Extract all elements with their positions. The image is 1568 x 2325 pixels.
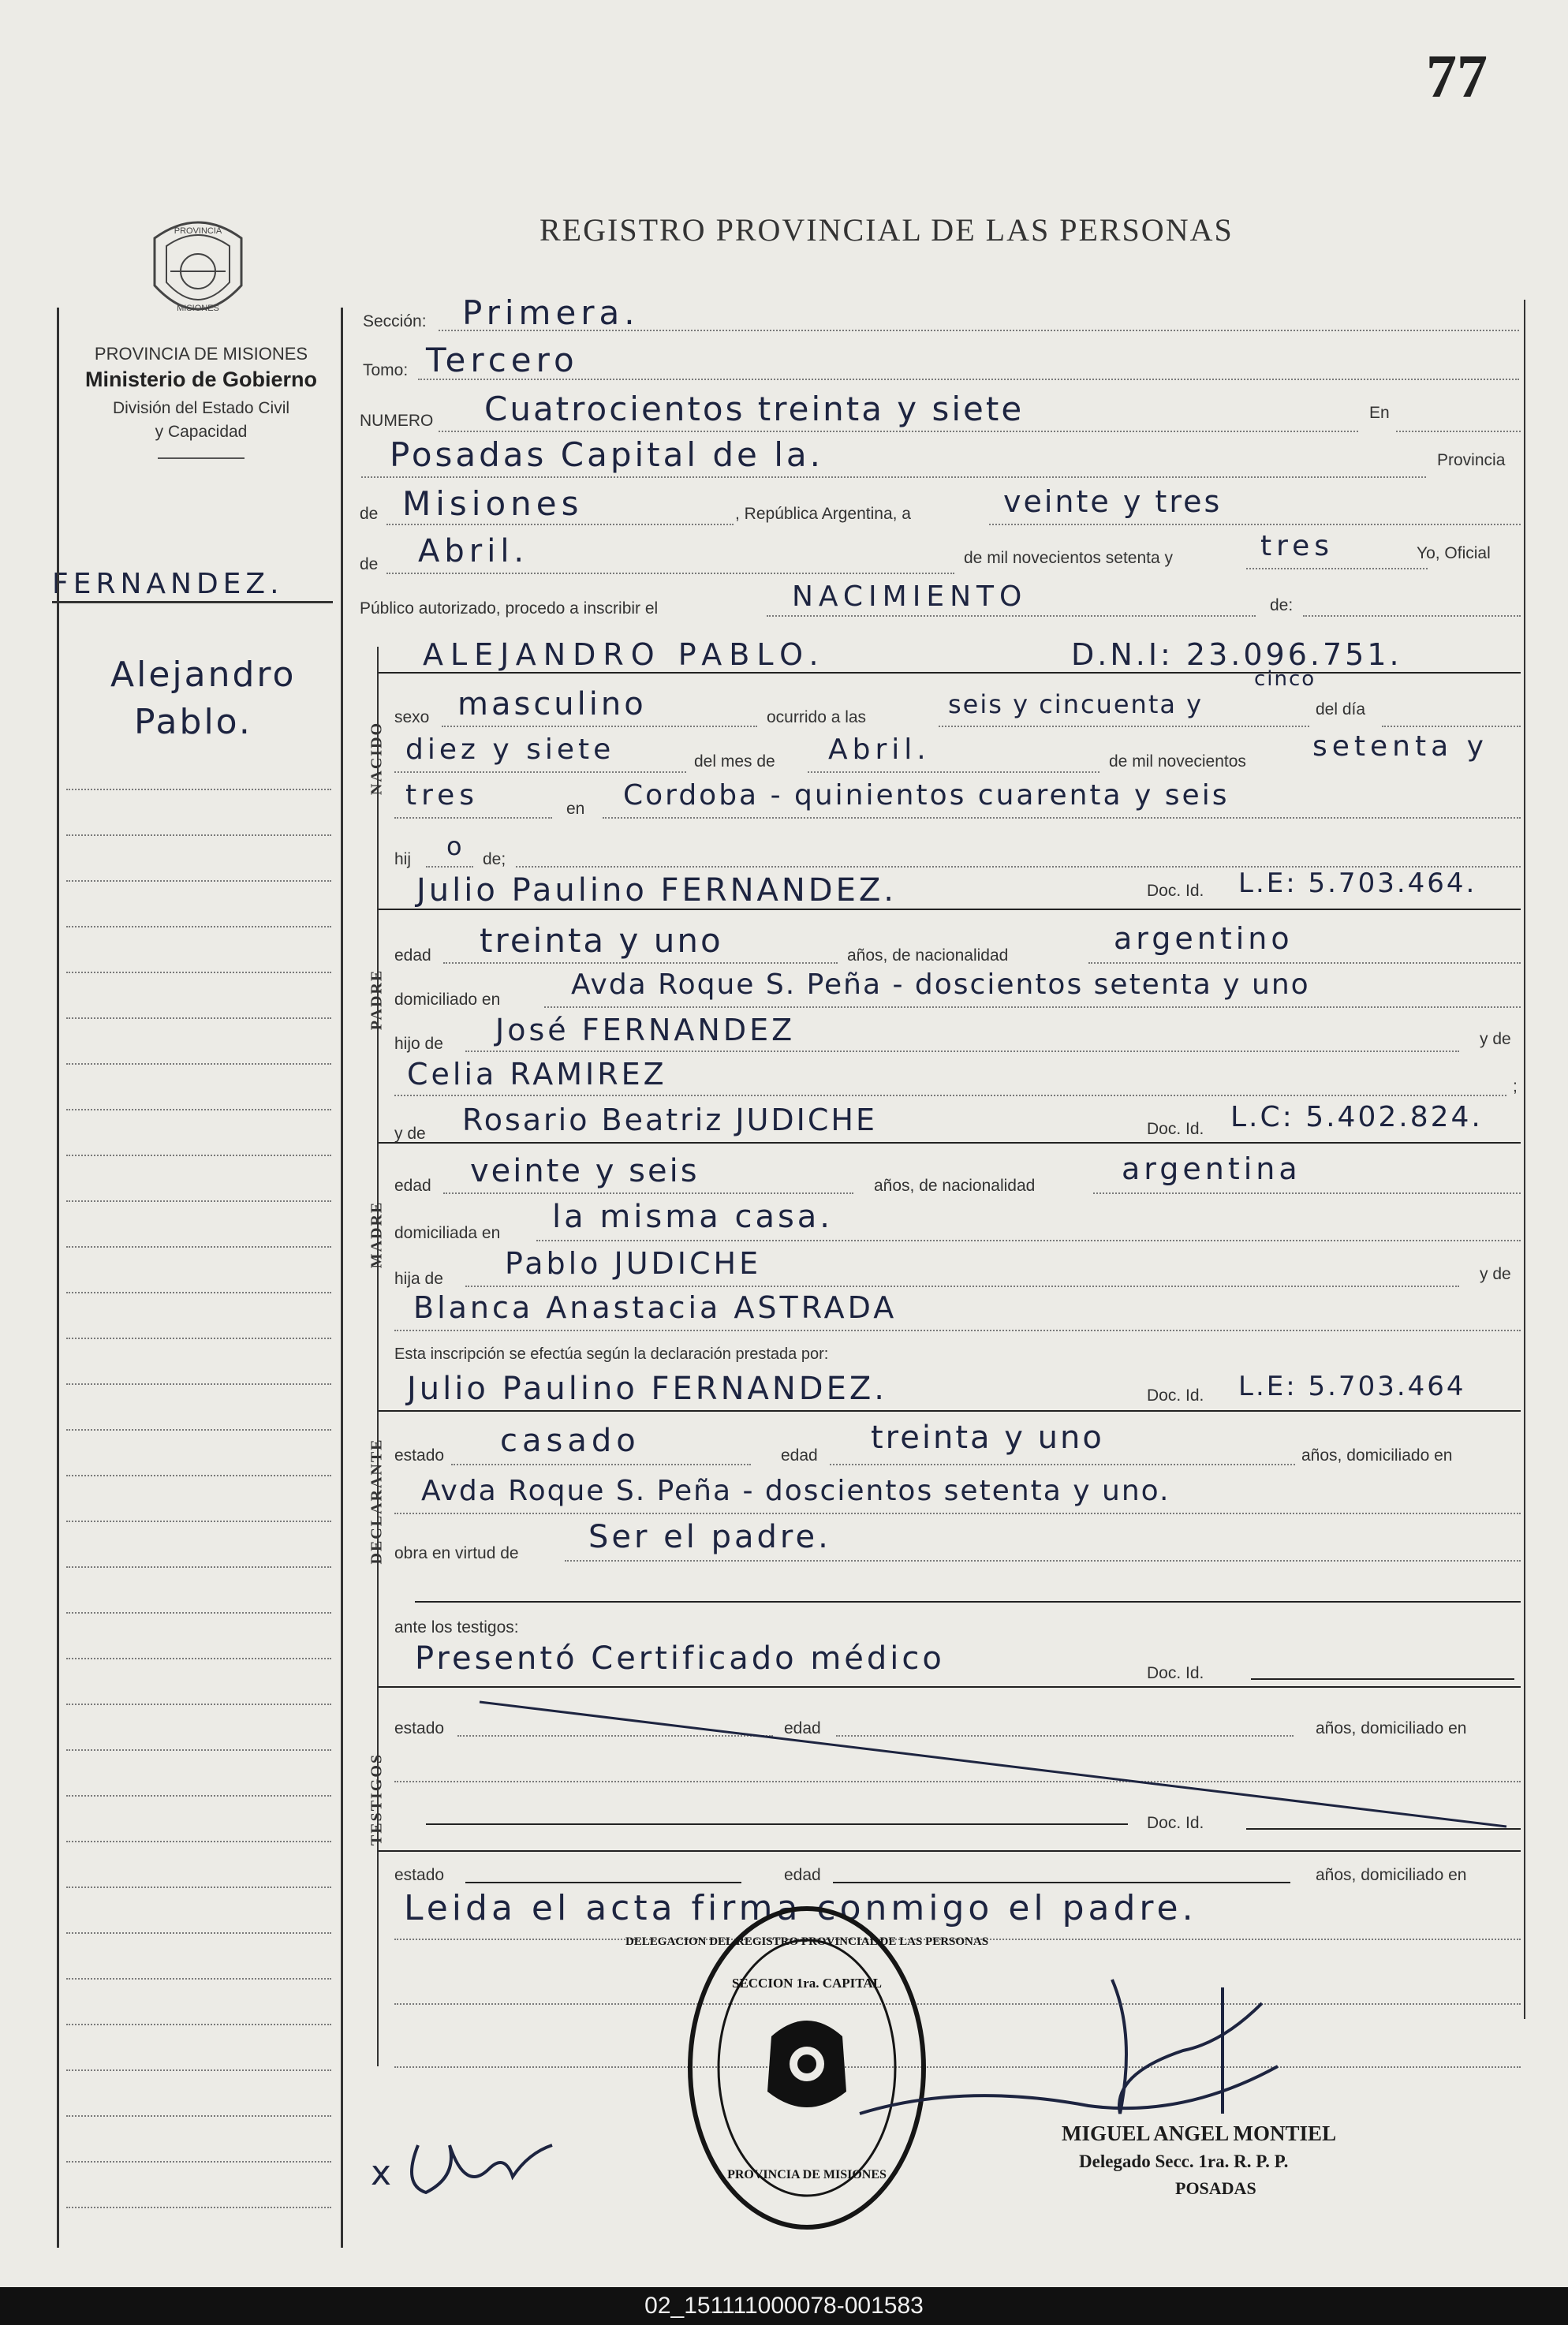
de-colon-label: de: <box>1270 596 1294 614</box>
madre-name: Rosario Beatriz JUDICHE <box>462 1103 877 1137</box>
sidebar-ruled-line <box>66 1292 331 1293</box>
madre-y-de-label-2: y de <box>1480 1265 1511 1283</box>
madre-dom-label: domiciliada en <box>394 1224 501 1242</box>
madre-edad-value: veinte y seis <box>470 1153 700 1189</box>
year-label: de mil novecientos setenta y <box>964 549 1173 567</box>
sexo-label: sexo <box>394 708 430 726</box>
sidebar-given-name-2: Pablo. <box>134 702 252 742</box>
seccion-label: Sección: <box>363 312 427 330</box>
madre-doc-label: Doc. Id. <box>1147 1120 1204 1138</box>
testigo-estado-label-2: estado <box>394 1866 445 1884</box>
footer-id: 02_151111000078-001583 <box>0 2287 1568 2325</box>
madre-dom-value: la misma casa. <box>552 1199 834 1235</box>
declarante-title: DECLARANTE <box>368 1438 386 1565</box>
sidebar-ruled-line <box>66 2069 331 2071</box>
sidebar-ruled-line <box>66 1155 331 1156</box>
cancel-stroke <box>473 1688 1514 1845</box>
surname-rule <box>52 601 333 603</box>
ante-testigos-label: ante los testigos: <box>394 1618 519 1636</box>
numero-label: NUMERO <box>360 412 434 430</box>
madre-hija-label: hija de <box>394 1270 443 1288</box>
sidebar-ruled-line <box>66 1612 331 1614</box>
seccion-value: Primera. <box>462 293 640 332</box>
numero-value: Cuatrocientos treinta y siete <box>484 390 1025 428</box>
official-role: Delegado Secc. 1ra. R. P. P. <box>1079 2151 1289 2171</box>
declarante-dom-value: Avda Roque S. Peña - doscientos setenta y uno. <box>421 1475 1170 1507</box>
declarante-edad-value: treinta y uno <box>871 1420 1104 1456</box>
sidebar-ruled-line <box>66 2207 331 2208</box>
madre-y-de-label: y de <box>394 1125 426 1143</box>
padre-title: PADRE <box>368 968 386 1031</box>
padre-edad-label: edad <box>394 946 431 965</box>
padre-semicolon: ; <box>1513 1077 1518 1095</box>
declarante-doc-value: L.E: 5.703.464 <box>1238 1371 1466 1402</box>
testigo-dom-label: años, domiciliado en <box>1316 1719 1467 1737</box>
sidebar-ruled-line <box>66 1932 331 1934</box>
hijo-value: o <box>446 831 467 861</box>
padre-y-de-label: y de <box>1480 1030 1511 1048</box>
sidebar-ruled-line <box>66 1383 331 1385</box>
nacido-title: NACIDO <box>368 721 386 796</box>
obra-label: obra en virtud de <box>394 1544 519 1562</box>
ministry-heading: Ministerio de Gobierno <box>84 368 318 391</box>
svg-text:DELEGACION DEL REGISTRO PROVIN: DELEGACION DEL REGISTRO PROVINCIAL DE LAS PERSONAS <box>625 1935 989 1948</box>
sidebar-ruled-line <box>66 1200 331 1202</box>
sidebar-ruled-line <box>66 1566 331 1568</box>
padre-name: Julio Paulino FERNANDEZ. <box>416 872 897 909</box>
province-value: Misiones <box>402 484 584 523</box>
sexo-value: masculino <box>457 686 647 722</box>
de-label-2: de <box>360 555 379 573</box>
testigo-edad-label: edad <box>784 1719 821 1737</box>
padre-nac-label: años, de nacionalidad <box>847 946 1009 965</box>
page-number: 77 <box>1426 42 1488 110</box>
de-label-1: de <box>360 505 379 523</box>
sidebar-ruled-line <box>66 2024 331 2025</box>
sidebar-ruled-line <box>66 1063 331 1065</box>
padre-father-value: José FERNANDEZ <box>495 1013 796 1047</box>
hijo-de-label: de; <box>483 850 506 868</box>
sidebar-ruled-line <box>66 1017 331 1019</box>
official-city: POSADAS <box>1175 2178 1256 2198</box>
padre-doc-value: L.E: 5.703.464. <box>1238 868 1477 899</box>
sidebar-ruled-line <box>66 1978 331 1980</box>
closing-text: Leida el acta firma conmigo el padre. <box>404 1888 1197 1928</box>
provincia-label: Provincia <box>1437 451 1506 469</box>
svg-text:PROVINCIA: PROVINCIA <box>174 226 222 236</box>
birth-year-value-1: setenta y <box>1312 730 1488 763</box>
nacido-name: ALEJANDRO PABLO. <box>423 637 826 672</box>
oficial-label: Yo, Oficial <box>1417 544 1491 562</box>
declarante-intro: Esta inscripción se efectúa según la declaración prestada por: <box>394 1345 829 1363</box>
sidebar-surname: FERNANDEZ. <box>52 568 284 600</box>
sidebar-ruled-line <box>66 1246 331 1248</box>
padre-edad-value: treinta y uno <box>480 921 723 960</box>
sidebar-ruled-line <box>66 789 331 790</box>
birth-day-value: diez y siete <box>405 733 615 766</box>
madre-edad-label: edad <box>394 1177 431 1195</box>
sidebar-ruled-line <box>66 1475 331 1476</box>
testigo-estado-label: estado <box>394 1719 445 1737</box>
sidebar-ruled-line <box>66 834 331 836</box>
padre-doc-label: Doc. Id. <box>1147 882 1204 900</box>
svg-text:PROVINCIA DE MISIONES: PROVINCIA DE MISIONES <box>727 2168 887 2181</box>
sidebar-ruled-line <box>66 2161 331 2163</box>
nacido-dni: D.N.I: 23.096.751. <box>1071 637 1402 672</box>
declarante-edad-label: edad <box>781 1446 818 1465</box>
sidebar-ruled-line <box>66 1109 331 1110</box>
sidebar-ruled-line <box>66 1886 331 1888</box>
hijo-label: hij <box>394 850 412 868</box>
sidebar-given-name-1: Alejandro <box>110 655 297 695</box>
sidebar-ruled-line <box>66 972 331 973</box>
declarante-dom-label: años, domiciliado en <box>1301 1446 1453 1465</box>
ocurrido-label: ocurrido a las <box>767 708 867 726</box>
del-dia-label: del día <box>1316 700 1366 718</box>
madre-mother-value: Blanca Anastacia ASTRADA <box>413 1290 898 1325</box>
hour-extra: cinco <box>1254 667 1316 691</box>
madre-doc-value: L.C: 5.402.824. <box>1230 1101 1483 1133</box>
year-value: tres <box>1260 530 1335 562</box>
padre-hijo-label: hijo de <box>394 1035 443 1053</box>
del-mes-label: del mes de <box>694 752 775 771</box>
republica-label: , República Argentina, a <box>735 505 911 523</box>
misiones-emblem-icon <box>139 207 257 333</box>
division-line-1: División del Estado Civil <box>112 399 290 417</box>
testigo-edad-label-2: edad <box>784 1866 821 1884</box>
svg-text:SECCION 1ra. CAPITAL: SECCION 1ra. CAPITAL <box>731 1976 883 1991</box>
madre-nac-label: años, de nacionalidad <box>874 1177 1036 1195</box>
declarant-signature-icon <box>371 2122 576 2208</box>
official-name: MIGUEL ANGEL MONTIEL <box>1062 2122 1337 2145</box>
sidebar-right-rule <box>341 308 343 2248</box>
padre-dom-value: Avda Roque S. Peña - doscientos setenta y uno <box>571 968 1310 1001</box>
birth-year-value-2: tres <box>405 779 480 812</box>
tomo-label: Tomo: <box>363 361 409 379</box>
sidebar-ruled-line <box>66 926 331 927</box>
province-heading: PROVINCIA DE MISIONES <box>94 344 308 364</box>
testigo-doc-label: Doc. Id. <box>1147 1664 1204 1682</box>
madre-nac-value: argentina <box>1122 1151 1301 1186</box>
declarante-doc-label: Doc. Id. <box>1147 1386 1204 1405</box>
sidebar-ruled-line <box>66 880 331 882</box>
official-signature-icon <box>852 1956 1294 2137</box>
act-value: NACIMIENTO <box>792 580 1028 613</box>
hour-value: seis y cincuenta y <box>948 689 1204 719</box>
place-value: Posadas Capital de la. <box>390 435 823 474</box>
testigo-dom-label-2: años, domiciliado en <box>1316 1866 1467 1884</box>
registry-title: REGISTRO PROVINCIAL DE LAS PERSONAS <box>539 212 1234 248</box>
testigo-1-value: Presentó Certificado médico <box>415 1640 945 1677</box>
obra-value: Ser el padre. <box>588 1519 831 1555</box>
right-rule <box>1524 300 1525 2019</box>
padre-mother-value: Celia RAMIREZ <box>407 1057 667 1092</box>
sidebar-ruled-line <box>66 1658 331 1659</box>
birth-place-value: Cordoba - quinientos cuarenta y seis <box>623 779 1230 812</box>
sidebar-ruled-line <box>66 1429 331 1431</box>
declarante-estado-label: estado <box>394 1446 445 1465</box>
sidebar-ruled-line <box>66 1749 331 1751</box>
sidebar-ruled-line <box>66 2115 331 2117</box>
tomo-value: Tercero <box>426 341 579 379</box>
padre-nac-value: argentino <box>1114 921 1294 956</box>
testigos-title: TESTIGOS <box>368 1752 386 1846</box>
testigo-doc-label-2: Doc. Id. <box>1147 1814 1204 1832</box>
signature-mark: x <box>371 2153 397 2193</box>
svg-text:MISIONES: MISIONES <box>177 304 219 313</box>
sidebar-ruled-line <box>66 1841 331 1842</box>
nacido-en-label: en <box>566 800 585 818</box>
madre-title: MADRE <box>368 1200 386 1269</box>
month-value: Abril. <box>418 533 529 569</box>
mil-label: de mil novecientos <box>1109 752 1246 771</box>
sidebar-divider <box>158 457 245 459</box>
sidebar-ruled-line <box>66 1521 331 1522</box>
day-value: veinte y tres <box>1003 484 1223 519</box>
sidebar-left-rule <box>57 308 59 2248</box>
sidebar-ruled-line <box>66 1338 331 1339</box>
madre-father-value: Pablo JUDICHE <box>505 1246 762 1281</box>
padre-dom-label: domiciliado en <box>394 991 501 1009</box>
declarante-name: Julio Paulino FERNANDEZ. <box>407 1371 887 1407</box>
division-line-2: y Capacidad <box>155 423 248 441</box>
birth-month-value: Abril. <box>828 733 931 766</box>
declarante-estado-value: casado <box>500 1423 640 1459</box>
publico-label: Público autorizado, procedo a inscribir el <box>360 599 659 618</box>
sidebar-ruled-line <box>66 1795 331 1797</box>
en-label: En <box>1369 404 1390 422</box>
sidebar-ruled-line <box>66 1704 331 1705</box>
